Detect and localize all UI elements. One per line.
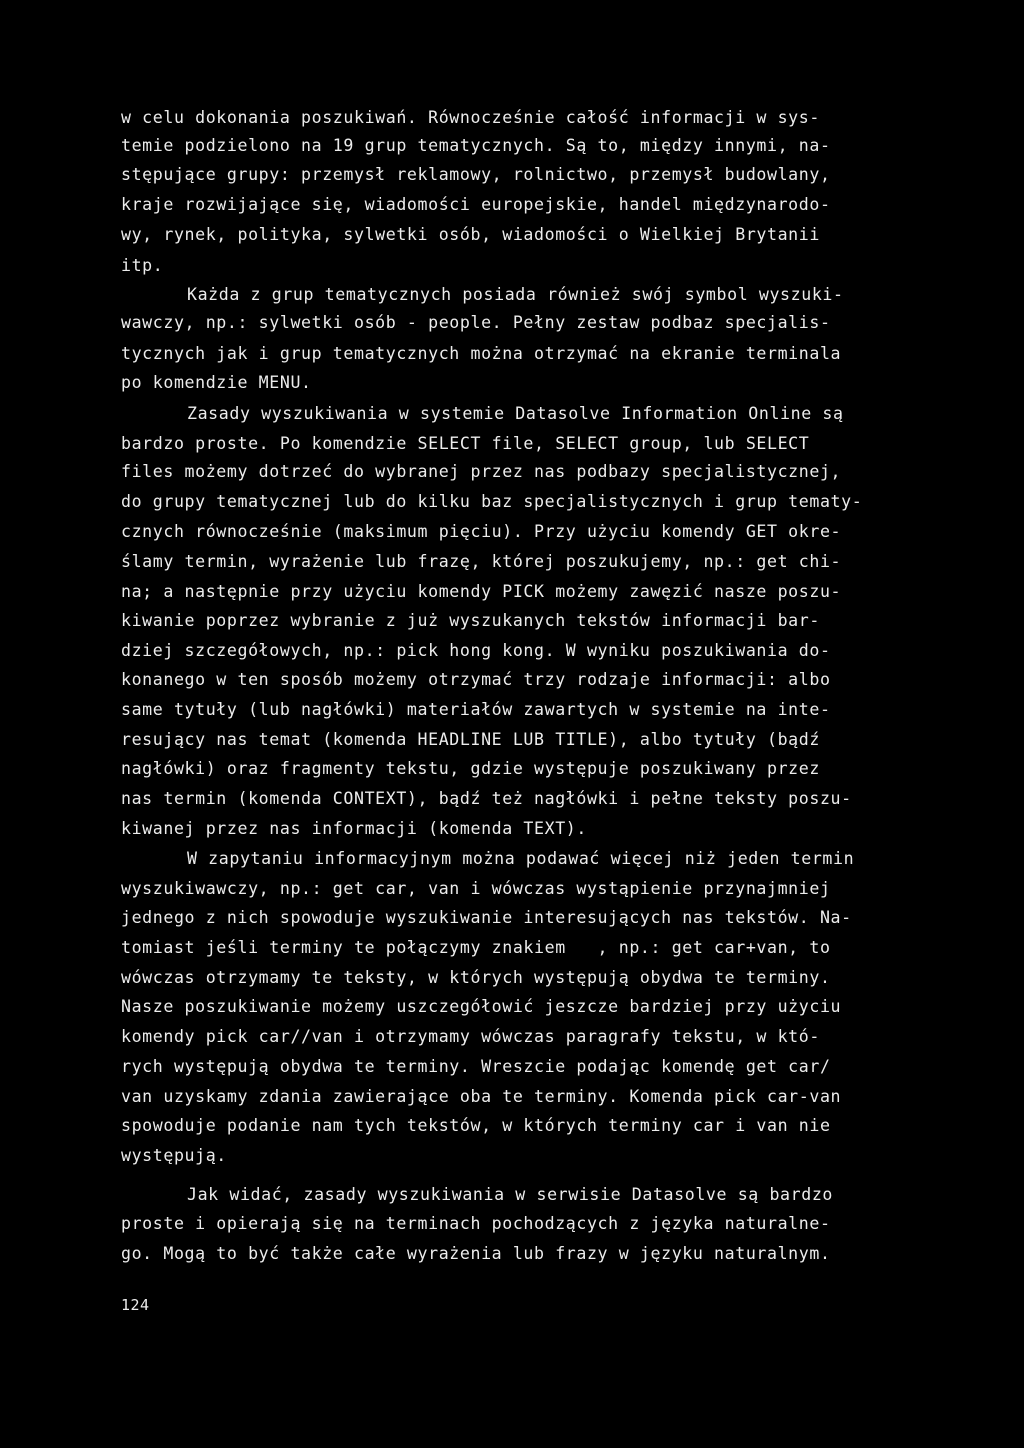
text-line: w celu dokonania poszukiwań. Równocześnie całość informacji w sys-	[121, 108, 820, 127]
paragraph-first-line: Każda z grup tematycznych posiada również swój symbol wyszuki-	[187, 285, 844, 304]
text-line: bardzo proste. Po komendzie SELECT file, SELECT group, lub SELECT	[121, 434, 810, 453]
text-line: spowoduje podanie nam tych tekstów, w których terminy car i van nie	[121, 1116, 831, 1135]
text-line: dziej szczegółowych, np.: pick hong kong. W wyniku poszukiwania do-	[121, 641, 831, 660]
text-line: nas termin (komenda CONTEXT), bądź też nagłówki i pełne teksty poszu-	[121, 789, 852, 808]
text-line: kiwanej przez nas informacji (komenda TEXT).	[121, 819, 587, 838]
text-line: wawczy, np.: sylwetki osób - people. Pełny zestaw podbaz specjalis-	[121, 313, 831, 332]
text-line: wy, rynek, polityka, sylwetki osób, wiadomości o Wielkiej Brytanii	[121, 225, 820, 244]
text-line: tycznych jak i grup tematycznych można otrzymać na ekranie terminala	[121, 344, 842, 363]
text-line: rych występują obydwa te terminy. Wreszcie podając komendę get car/	[121, 1057, 831, 1076]
paragraph-first-line: Jak widać, zasady wyszukiwania w serwisie Datasolve są bardzo	[187, 1185, 834, 1204]
text-line: same tytuły (lub nagłówki) materiałów zawartych w systemie na inte-	[121, 700, 831, 719]
text-line: van uzyskamy zdania zawierające oba te terminy. Komenda pick car-van	[121, 1087, 842, 1106]
paragraph-first-line: Zasady wyszukiwania w systemie Datasolve Information Online są	[187, 404, 844, 423]
page-number: 124	[121, 1296, 150, 1314]
text-line: proste i opierają się na terminach pochodzących z języka naturalne-	[121, 1214, 831, 1233]
text-line: jednego z nich spowoduje wyszukiwanie interesujących nas tekstów. Na-	[121, 908, 852, 927]
text-line: po komendzie MENU.	[121, 373, 312, 392]
text-line: do grupy tematycznej lub do kilku baz specjalistycznych i grup tematy-	[121, 492, 863, 511]
text-line: resujący nas temat (komenda HEADLINE LUB TITLE), albo tytuły (bądź	[121, 730, 820, 749]
text-line: tomiast jeśli terminy te połączymy znakiem , np.: get car+van, to	[121, 938, 831, 957]
text-line: na; a następnie przy użyciu komendy PICK możemy zawęzić nasze poszu-	[121, 582, 842, 601]
text-line: cznych równocześnie (maksimum pięciu). Przy użyciu komendy GET okre-	[121, 522, 842, 541]
text-line: występują.	[121, 1146, 227, 1165]
text-line: kiwanie poprzez wybranie z już wyszukanych tekstów informacji bar-	[121, 611, 820, 630]
text-line: Nasze poszukiwanie możemy uszczegółowić jeszcze bardziej przy użyciu	[121, 997, 842, 1016]
text-line: nagłówki) oraz fragmenty tekstu, gdzie występuje poszukiwany przez	[121, 759, 820, 778]
text-line: wyszukiwawczy, np.: get car, van i wówczas wystąpienie przynajmniej	[121, 879, 831, 898]
text-line: komendy pick car//van i otrzymamy wówczas paragrafy tekstu, w któ-	[121, 1027, 820, 1046]
paragraph-first-line: W zapytaniu informacyjnym można podawać więcej niż jeden termin	[187, 849, 855, 868]
text-line: konanego w ten sposób możemy otrzymać trzy rodzaje informacji: albo	[121, 670, 831, 689]
text-line: itp.	[121, 256, 164, 275]
text-line: temie podzielono na 19 grup tematycznych. Są to, między innymi, na-	[121, 136, 831, 155]
text-line: files możemy dotrzeć do wybranej przez nas podbazy specjalistycznej,	[121, 462, 842, 481]
text-line: kraje rozwijające się, wiadomości europejskie, handel międzynarodo-	[121, 195, 831, 214]
text-line: ślamy termin, wyrażenie lub frazę, której poszukujemy, np.: get chi-	[121, 552, 842, 571]
text-line: stępujące grupy: przemysł reklamowy, rolnictwo, przemysł budowlany,	[121, 165, 831, 184]
text-line: wówczas otrzymamy te teksty, w których występują obydwa te terminy.	[121, 968, 831, 987]
text-line: go. Mogą to być także całe wyrażenia lub frazy w języku naturalnym.	[121, 1244, 831, 1263]
